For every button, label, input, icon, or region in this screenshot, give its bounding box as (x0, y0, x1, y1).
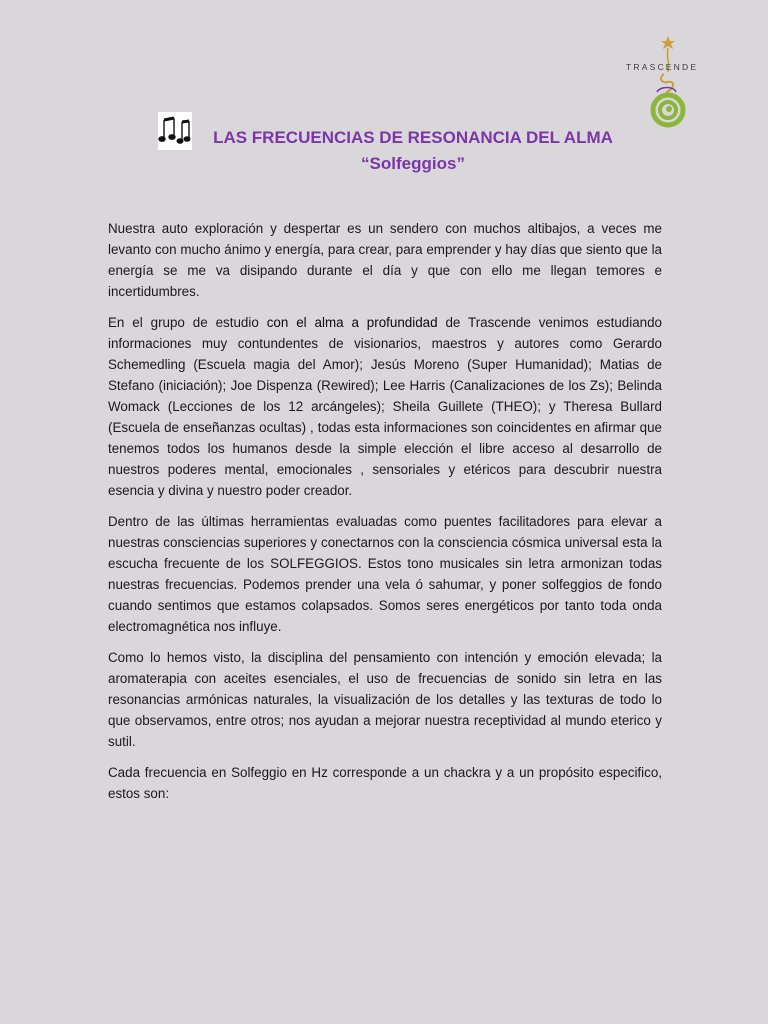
paragraph-1: Nuestra auto exploración y despertar es un sendero con muchos altibajos, a veces me levanto con mucho ánimo y energía, para crear, para emprender y hay días que siento que la energía se me va disipando durante el día y que con ello me llegan temores e incertidumbres. (108, 221, 662, 299)
document-title: LAS FRECUENCIAS DE RESONANCIA DEL ALMA (213, 128, 613, 147)
body-text (108, 218, 662, 814)
paragraph-2-part-a: En el grupo de estudio (108, 315, 267, 330)
paragraph-3: Dentro de las últimas herramientas evaluadas como puentes facilitadores para elevar a nuestras consciencias superiores y conectarnos con la consciencia cósmica universal esta la escucha frecuente de los SOLFEGGIOS. Estos tono musicales sin letra armonizan todas nuestras frecuencias. Podemos prender una vela ó sahumar, y poner solfeggios de fondo cuando sentimos que estamos colapsados. Somos seres energéticos por tanto toda onda electromagnética nos influye. (108, 514, 662, 634)
logo-text: TRASCENDE (626, 62, 699, 72)
document-subtitle: “Solfeggios” (361, 154, 465, 173)
paragraph-5: Cada frecuencia en Solfeggio en Hz corresponde a un chackra y a un propósito especifico, estos son: (108, 765, 662, 801)
paragraph-2 (108, 312, 662, 501)
paragraph-4: Como lo hemos visto, la disciplina del pensamiento con intención y emoción elevada; la aromaterapia con aceites esenciales, el uso de frecuencias de sonido sin letra en las resonancias armónicas naturales, la visualización de los detalles y las texturas de todo lo que observamos, entre otros; nos ayudan a mejorar nuestra receptividad al mundo eterico y sutil. (108, 650, 662, 749)
trascende-logo (624, 34, 708, 130)
paragraph-2-emphasis: con el alma a profundidad (266, 315, 438, 330)
paragraph-2-part-b: de Trascende venimos estudiando informaciones muy contundentes de visionarios, maestros y autores como Gerardo Schemedling (Escuela magia del Amor); Jesús Moreno (Super Humanidad); Matias de Stefano (iniciación); Joe Dispenza (Rewired); Lee Harris (Canalizaciones de los Zs); Belinda Womack (Lecciones de los 12 arcángeles); Sheila Guillete (THEO); y Theresa Bullard (Escuela de enseñanzas ocultas) , todas esta informaciones son coincidentes en afirmar que tenemos todos los humanos desde la simple elección el libre acceso al desarrollo de nuestros poderes mental, emocionales , sensoriales y etéricos para descubrir nuestra esencia y divina y nuestro poder creador. (108, 315, 662, 498)
